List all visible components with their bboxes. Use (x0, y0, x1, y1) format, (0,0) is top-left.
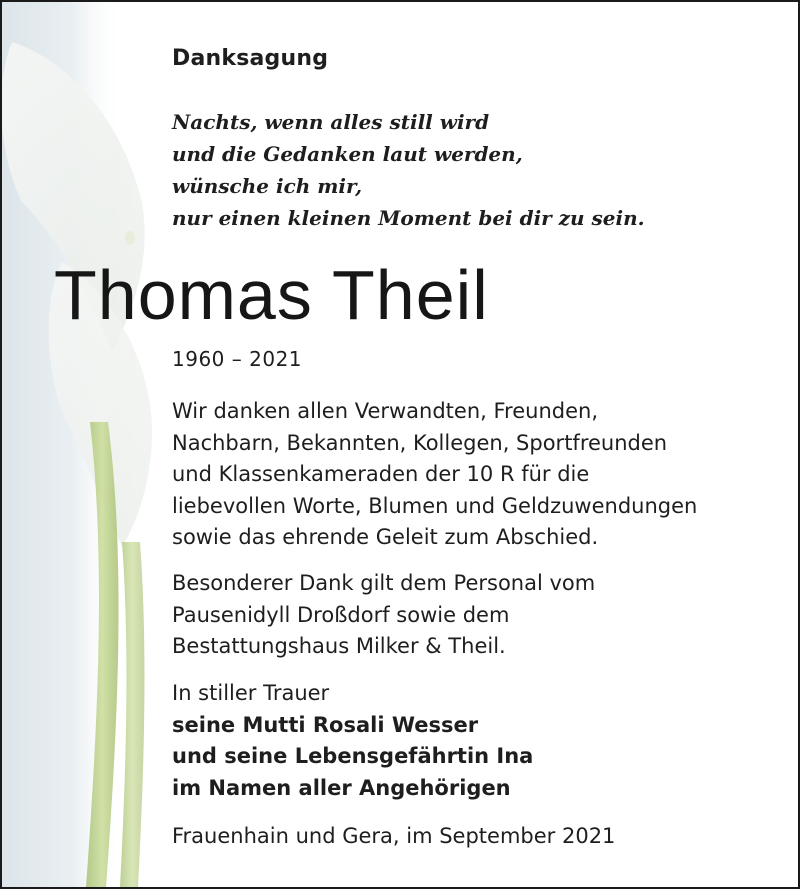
mourning-intro: In stiller Trauer (172, 681, 330, 705)
notice-heading: Danksagung (172, 46, 329, 71)
place-and-date: Frauenhain und Gera, im September 2021 (172, 824, 616, 848)
poem-line: nur einen kleinen Moment bei dir zu sein. (172, 206, 645, 230)
thanks-line: und Klassenkameraden der 10 R für die (172, 462, 590, 486)
mourner-line: seine Mutti Rosali Wesser (172, 712, 479, 737)
thanks-line: Nachbarn, Bekannten, Kollegen, Sportfreunden (172, 430, 668, 455)
thanks-paragraph (172, 396, 697, 554)
special-thanks-paragraph (172, 568, 595, 663)
thanks-line: Wir danken allen Verwandten, Freunden, (172, 399, 598, 423)
thanks-line: liebevollen Worte, Blumen und Geldzuwendungen (172, 493, 698, 518)
thanks-line: sowie das ehrende Geleit zum Abschied. (172, 525, 599, 549)
poem (172, 106, 645, 234)
deceased-name: Thomas Theil (54, 256, 489, 334)
mourner-line: im Namen aller Angehörigen (172, 775, 511, 800)
poem-line: wünsche ich mir, (172, 174, 363, 198)
poem-line: Nachts, wenn alles still wird (172, 110, 490, 134)
special-thanks-line: Besonderer Dank gilt dem Personal vom (172, 571, 596, 595)
poem-line: und die Gedanken laut werden, (172, 142, 523, 166)
notice-content (2, 2, 798, 887)
mourner-line: und seine Lebensgefährtin Ina (172, 744, 534, 768)
life-years: 1960 – 2021 (172, 347, 303, 371)
mourners-block (172, 678, 533, 804)
special-thanks-line: Bestattungshaus Milker & Theil. (172, 634, 506, 658)
special-thanks-line: Pausenidyll Droßdorf sowie dem (172, 602, 510, 627)
